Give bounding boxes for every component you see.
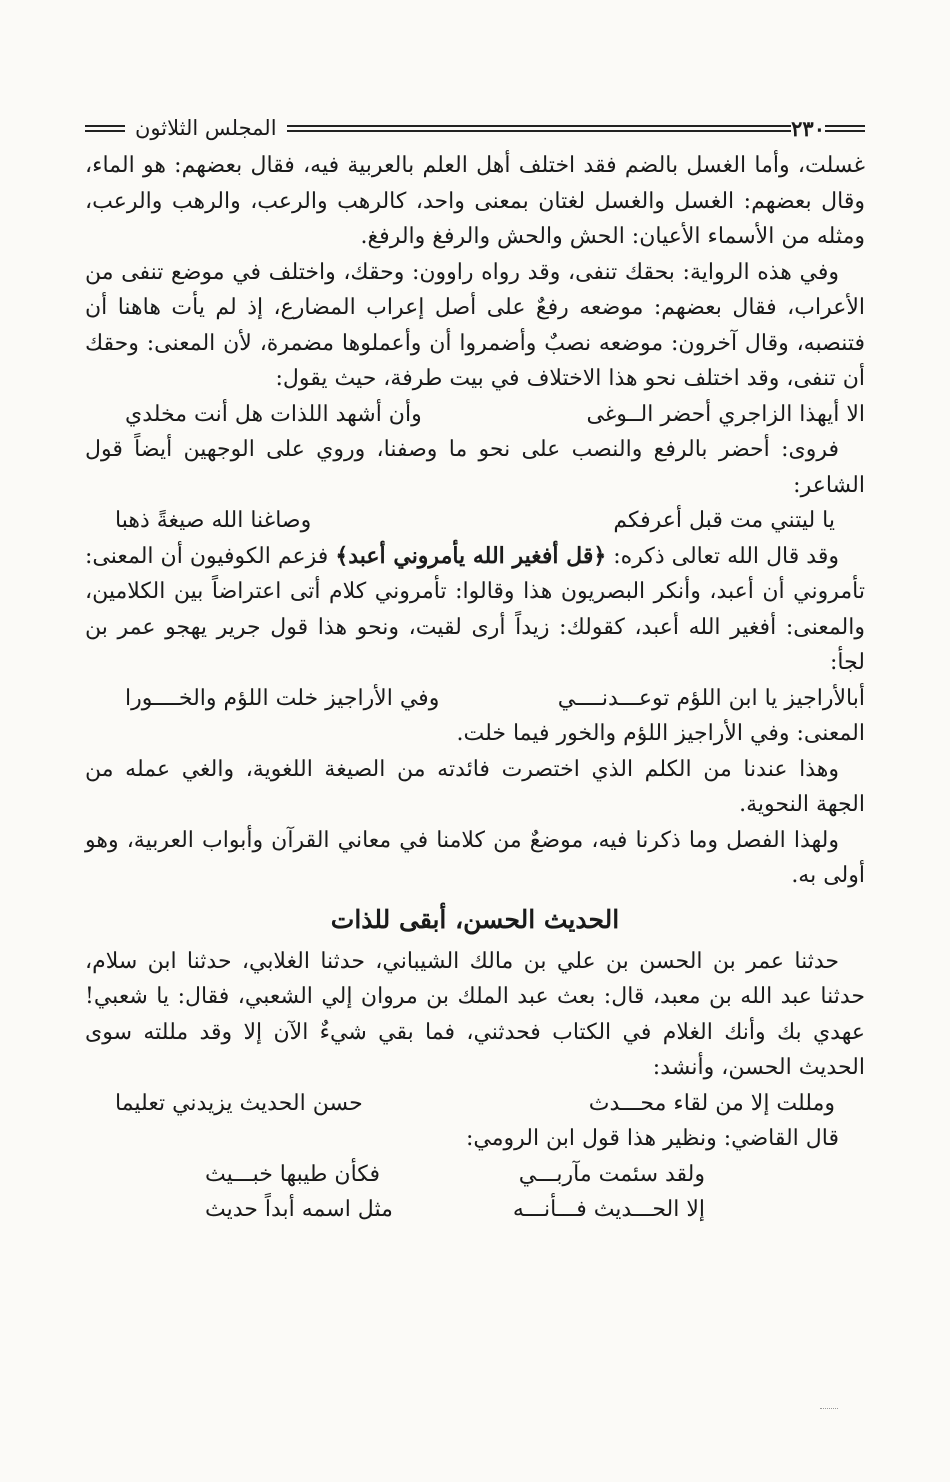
paragraph bbox=[85, 539, 865, 681]
paragraph-text: وقد قال الله تعالى ذكره: bbox=[606, 543, 839, 569]
verse-first-hemistich: الا أيهذا الزاجري أحضر الــوغى bbox=[586, 401, 865, 427]
verse-line bbox=[85, 1157, 865, 1193]
verse-first-hemistich: أبالأراجيز يا ابن اللؤم توعـــدنــــي bbox=[557, 685, 865, 711]
paragraph: غسلت، وأما الغسل بالضم فقد اختلف أهل العلم بالعربية فيه، فقال بعضهم: هو الماء، وقال بعضهم: الغسل والغسل لغتان بمعنى واحد، كالرهب والرعب، والرهب والرعب، ومثله من الأسماء الأعيان: الحش والحش والرفغ والرفغ. bbox=[85, 153, 866, 249]
quran-quote: ﴿قل أفغير الله يأمروني أعبد﴾ bbox=[335, 542, 607, 569]
page-header bbox=[85, 108, 865, 148]
paragraph-text: فزعم الكوفيون أن المعنى: تأمروني أن أعبد، وأنكر البصريون هذا وقالوا: تأمروني كلام أتى اعتراضاً بين الكلامين، والمعنى: أفغير الله أعبد، كقولك: زيداً أرى لقيت، ونحو هذا قول جرير يهجو عمر بن لجأ: bbox=[85, 543, 865, 675]
verse-second-hemistich: وصاغنا الله صيغةً ذهبا bbox=[115, 508, 312, 533]
verse-second-hemistich: فكأن طيبها خبـــيث bbox=[205, 1161, 380, 1187]
header-rule-middle bbox=[287, 125, 792, 132]
verse-first-hemistich: إلا الحـــديث فـــأنـــه bbox=[512, 1197, 705, 1222]
section-title: الحديث الحسن، أبقى للذات bbox=[330, 904, 620, 934]
verse-second-hemistich: وأن أشهد اللذات هل أنت مخلدي bbox=[125, 401, 422, 427]
verse-second-hemistich: وفي الأراجيز خلت اللؤم والخــــورا bbox=[125, 685, 440, 711]
page-content bbox=[85, 108, 865, 1228]
paragraph: وفي هذه الرواية: بحقك تنفى، وقد رواه راوون: وحقك، واختلف في موضع تنفى من الأعراب، فقال بعضهم: موضعه رفعٌ على أصل إعراب المضارع، إذ لم يأت هاهنا أن فتنصبه، وقال آخرون: موضعه نصبٌ وأضمروا أن وأعملوها مضمرة، لأن المعنى: وحقك أن تنفى، وقد اختلف نحو هذا الاختلاف في بيت طرفة، حيث يقول: bbox=[85, 259, 865, 391]
paragraph: فروى: أحضر بالرفع والنصب على نحو ما وصفنا، وروي على الوجهين أيضاً قول الشاعر: bbox=[85, 437, 865, 498]
paragraph: المعنى: وفي الأراجيز اللؤم والخور فيما خلت. bbox=[456, 721, 865, 746]
verse-line bbox=[85, 1086, 865, 1122]
verse-first-hemistich: يا ليتني مت قبل أعرفكم bbox=[613, 508, 835, 533]
verse-line bbox=[85, 1192, 865, 1228]
chapter-title: المجلس الثلاثون bbox=[135, 116, 277, 140]
verse-line bbox=[85, 681, 865, 717]
verse-line bbox=[85, 503, 865, 539]
paragraph: قال القاضي: ونظير هذا قول ابن الرومي: bbox=[465, 1126, 839, 1151]
verse-second-hemistich: مثل اسمه أبداً حديث bbox=[205, 1197, 393, 1222]
scan-mark bbox=[820, 1408, 838, 1413]
verse-first-hemistich: ومللت إلا من لقاء محـــدث bbox=[588, 1090, 835, 1116]
paragraph: حدثنا عمر بن الحسن بن علي بن مالك الشيباني، حدثنا الغلابي، حدثنا ابن سلام، حدثنا عبد الله بن معبد، قال: بعث عبد الملك بن مروان إلي الشعبي، فقال: يا شعبي! عهدي بك وأنك الغلام في الكتاب فحدثني، فما بقي شيءٌ الآن إلا وقد مللته سوى الحديث الحسن، وأنشد: bbox=[85, 948, 865, 1080]
verse-line bbox=[85, 397, 865, 433]
header-rule-left bbox=[85, 125, 125, 132]
verse-first-hemistich: ولقد سئمت مآربـــي bbox=[518, 1161, 705, 1187]
verse-second-hemistich: حسن الحديث يزيدني تعليما bbox=[115, 1090, 363, 1116]
paragraph: ولهذا الفصل وما ذكرنا فيه، موضعٌ من كلامنا في معاني القرآن وأبواب العربية، وهو أولى به. bbox=[85, 827, 865, 888]
header-rule-right bbox=[825, 125, 865, 132]
page-number: ٢٣٠ bbox=[791, 115, 825, 141]
paragraph: وهذا عندنا من الكلم الذي اختصرت فائدته من الصيغة اللغوية، والغي عمله من الجهة النحوية. bbox=[85, 756, 865, 817]
